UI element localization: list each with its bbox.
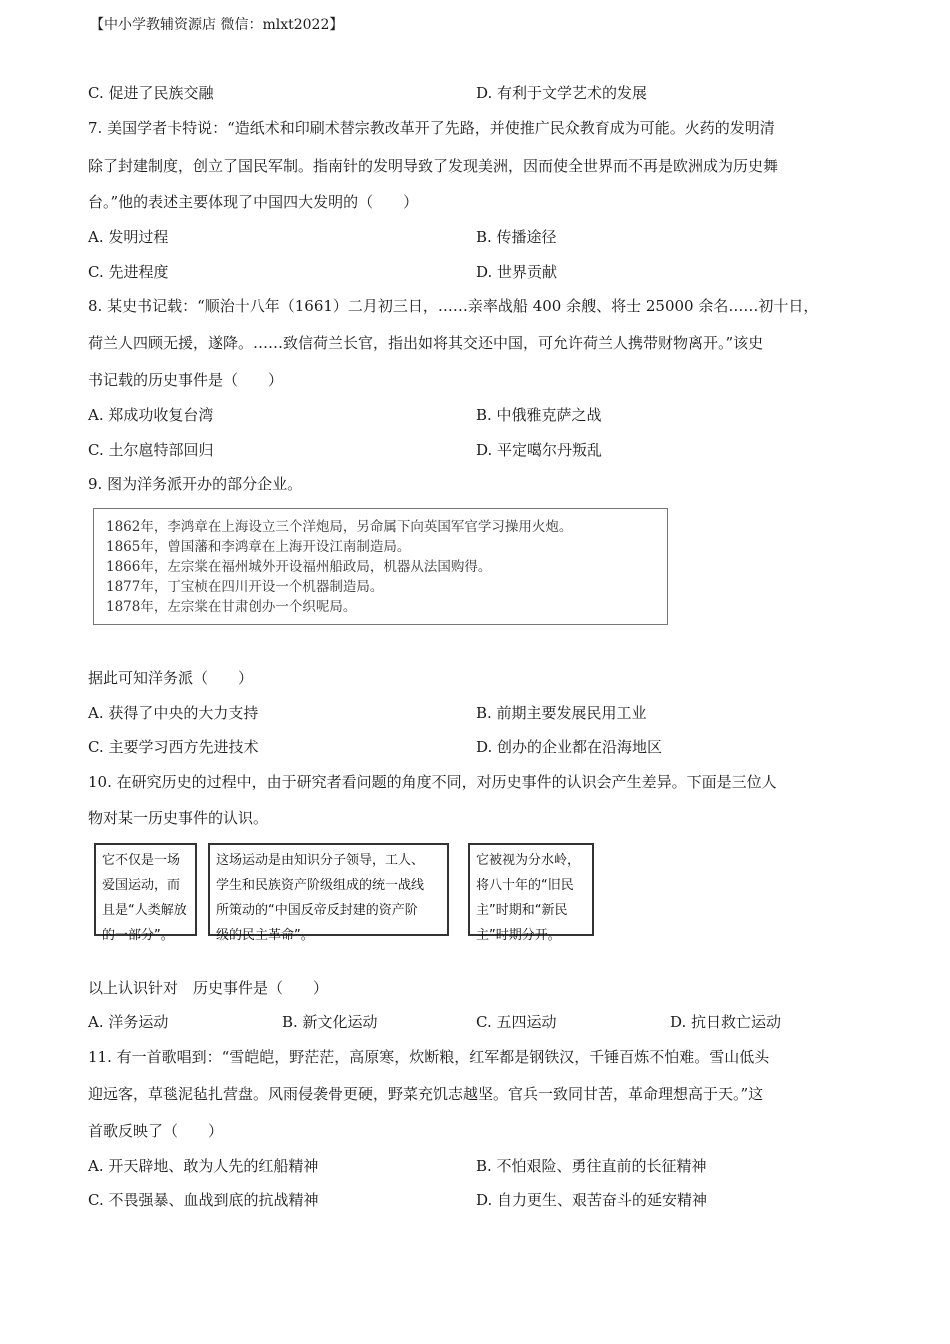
view-line: 这场运动是由知识分子领导，工人、 (216, 853, 425, 868)
q8-option-a: A. 郑成功收复台湾 (88, 406, 214, 424)
q10-question: 以上认识针对 历史事件是（ ） (88, 979, 329, 997)
q10-view-box-2 (208, 843, 449, 943)
view-line: 学生和民族资产阶级组成的统一战线 (216, 878, 425, 893)
q11-stem-line: 首歌反映了（ ） (88, 1122, 224, 1140)
q10-option-b: B. 新文化运动 (282, 1013, 378, 1031)
view-line: 且是“人类解放 (102, 903, 187, 918)
q8-option-c: C. 土尔扈特部回归 (88, 441, 214, 459)
q10-view-box-1 (94, 843, 197, 943)
q8-option-b: B. 中俄雅克萨之战 (476, 406, 602, 424)
q8-stem-line: 书记载的历史事件是（ ） (88, 371, 284, 389)
q9-option-a: A. 获得了中央的大力支持 (88, 704, 259, 722)
q6-option-c: C. 促进了民族交融 (88, 84, 214, 102)
q8-option-d: D. 平定噶尔丹叛乱 (476, 441, 603, 459)
q7-option-d: D. 世界贡献 (476, 263, 558, 281)
q9-option-b: B. 前期主要发展民用工业 (476, 704, 647, 722)
q11-stem-line: 11. 有一首歌唱到：“雪皑皑，野茫茫，高原寒，炊断粮，红军都是钢铁汉，千锤百炼不怕难。雪山低头 (88, 1048, 770, 1066)
q6-option-d: D. 有利于文学艺术的发展 (476, 84, 648, 102)
view-line: 的一部分”。 (102, 928, 174, 943)
q9-option-d: D. 创办的企业都在沿海地区 (476, 738, 663, 756)
q9-option-c: C. 主要学习西方先进技术 (88, 738, 259, 756)
q9-question: 据此可知洋务派（ ） (88, 669, 254, 687)
page-header: 【中小学教辅资源店 微信：mlxt2022】 (90, 17, 344, 33)
view-line: 级的民主革命”。 (216, 928, 314, 943)
q7-option-b: B. 传播途径 (476, 228, 557, 246)
q9-stem: 9. 图为洋务派开办的部分企业。 (88, 475, 303, 493)
q7-stem-line: 7. 美国学者卡特说：“造纸术和印刷术替宗教改革开了先路，并使推广民众教育成为可能。火药的发明清 (88, 119, 775, 137)
q9-enterprise-table (93, 508, 668, 625)
q8-stem-line: 荷兰人四顾无援，遂降。……致信荷兰长官，指出如将其交还中国，可允许荷兰人携带财物离开。”该史 (88, 334, 764, 352)
q7-stem-line: 台。”他的表述主要体现了中国四大发明的（ ） (88, 193, 419, 211)
q8-stem-line: 8. 某史书记载：“顺治十八年（1661）二月初三日，……亲率战船 400 余艘、将士 25000 余名……初十日， (88, 297, 819, 315)
q10-option-c: C. 五四运动 (476, 1013, 557, 1031)
q7-stem-line: 除了封建制度，创立了国民军制。指南针的发明导致了发现美洲，因而使全世界而不再是欧洲成为历史舞 (88, 157, 779, 175)
view-line: 将八十年的“旧民 (476, 878, 574, 893)
q7-option-a: A. 发明过程 (88, 228, 169, 246)
q10-view-box-3 (468, 843, 594, 943)
q10-stem-line: 10. 在研究历史的过程中，由于研究者看问题的角度不同，对历史事件的认识会产生差异。下面是三位人 (88, 773, 777, 791)
q11-option-d: D. 自力更生、艰苦奋斗的延安精神 (476, 1191, 708, 1209)
view-line: 它不仅是一场 (102, 853, 181, 868)
q9-table-row: 1865年，曾国藩和李鸿章在上海开设江南制造局。 (106, 539, 411, 555)
q11-option-c: C. 不畏强暴、血战到底的抗战精神 (88, 1191, 319, 1209)
view-line: 主”时期和“新民 (476, 903, 568, 918)
view-line: 它被视为分水岭， (476, 853, 581, 868)
q7-option-c: C. 先进程度 (88, 263, 169, 281)
q9-table-row: 1877年，丁宝桢在四川开设一个机器制造局。 (106, 579, 384, 595)
view-line: 爱国运动，而 (102, 878, 181, 893)
q10-stem-line: 物对某一历史事件的认识。 (88, 809, 269, 827)
q11-option-b: B. 不怕艰险、勇往直前的长征精神 (476, 1157, 707, 1175)
q9-table-row: 1866年，左宗棠在福州城外开设福州船政局，机器从法国购得。 (106, 559, 492, 575)
q11-stem-line: 迎远客，草毯泥毡扎营盘。风雨侵袭骨更硬，野菜充饥志越坚。官兵一致同甘苦，革命理想高于天。”这 (88, 1085, 764, 1103)
view-line: 所策动的“中国反帝反封建的资产阶 (216, 903, 418, 918)
q9-table-row: 1862年，李鸿章在上海设立三个洋炮局，另命属下向英国军官学习操用火炮。 (106, 519, 573, 535)
q10-option-a: A. 洋务运动 (88, 1013, 169, 1031)
q11-option-a: A. 开天辟地、敢为人先的红船精神 (88, 1157, 319, 1175)
q10-option-d: D. 抗日救亡运动 (670, 1013, 782, 1031)
view-line: 主”时期分开。 (476, 928, 561, 943)
q9-table-row: 1878年，左宗棠在甘肃创办一个织呢局。 (106, 599, 357, 615)
